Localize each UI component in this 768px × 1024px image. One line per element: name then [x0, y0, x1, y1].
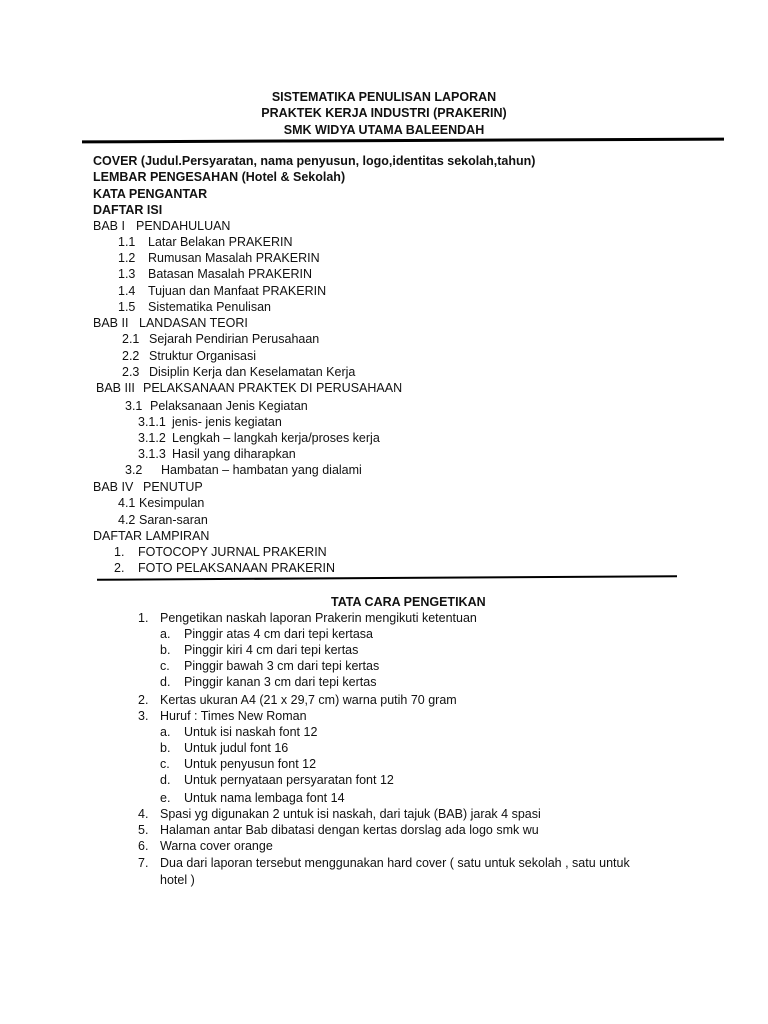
rules-title: TATA CARA PENGETIKAN: [331, 595, 486, 609]
outline-daftar-isi: DAFTAR ISI: [93, 203, 163, 217]
outline-cover: COVER (Judul.Persyaratan, nama penyusun, logo,identitas sekolah,tahun): [93, 154, 536, 168]
outline-item-4-1: 4.1 Kesimpulan: [118, 496, 205, 510]
rule-item-1c: c. Pinggir bawah 3 cm dari tepi kertas: [160, 659, 380, 673]
doc-title-line-3: SMK WIDYA UTAMA BALEENDAH: [283, 123, 485, 137]
rule-item-5: 5. Halaman antar Bab dibatasi dengan kertas dorslag ada logo smk wu: [138, 823, 539, 837]
outline-item-1-2: 1.2 Rumusan Masalah PRAKERIN: [118, 251, 320, 265]
outline-item-1-5: 1.5 Sistematika Penulisan: [118, 300, 271, 314]
rule-item-6: 6. Warna cover orange: [138, 839, 273, 853]
header-divider: [82, 138, 724, 144]
outline-item-3-1-1: 3.1.1 jenis- jenis kegiatan: [138, 415, 282, 429]
outline-daftar-lampiran: DAFTAR LAMPIRAN: [93, 529, 210, 543]
outline-lampiran-2: 2. FOTO PELAKSANAAN PRAKERIN: [114, 561, 336, 575]
rule-item-1: 1. Pengetikan naskah laporan Prakerin mengikuti ketentuan: [138, 611, 477, 625]
outline-item-1-1: 1.1 Latar Belakan PRAKERIN: [118, 235, 293, 249]
doc-title-line-2: PRAKTEK KERJA INDUSTRI (PRAKERIN): [261, 106, 507, 120]
outline-item-3-2: 3.2 Hambatan – hambatan yang dialami: [125, 463, 362, 477]
rule-item-3c: c. Untuk penyusun font 12: [160, 757, 317, 771]
outline-item-3-1-3: 3.1.3 Hasil yang diharapkan: [138, 447, 296, 461]
outline-bab-2: BAB II LANDASAN TEORI: [93, 316, 248, 330]
rule-item-7-cont: hotel ): [160, 873, 195, 887]
outline-bab-1: BAB I PENDAHULUAN: [93, 219, 231, 233]
rule-item-1d: d. Pinggir kanan 3 cm dari tepi kertas: [160, 675, 377, 689]
outline-item-3-1: 3.1 Pelaksanaan Jenis Kegiatan: [125, 399, 308, 413]
rule-item-4: 4. Spasi yg digunakan 2 untuk isi naskah, dari tajuk (BAB) jarak 4 spasi: [138, 807, 541, 821]
outline-lampiran-1: 1. FOTOCOPY JURNAL PRAKERIN: [114, 545, 327, 559]
outline-item-2-2: 2.2 Struktur Organisasi: [122, 349, 256, 363]
rule-item-3d: d. Untuk pernyataan persyaratan font 12: [160, 773, 394, 787]
rule-item-1b: b. Pinggir kiri 4 cm dari tepi kertas: [160, 643, 359, 657]
outline-item-3-1-2: 3.1.2 Lengkah – langkah kerja/proses kerja: [138, 431, 380, 445]
section-divider: [97, 575, 677, 581]
rule-item-3a: a. Untuk isi naskah font 12: [160, 725, 318, 739]
outline-item-2-3: 2.3 Disiplin Kerja dan Keselamatan Kerja: [122, 365, 356, 379]
outline-bab-3: BAB III PELAKSANAAN PRAKTEK DI PERUSAHAAN: [96, 381, 403, 395]
outline-kata-pengantar: KATA PENGANTAR: [93, 187, 208, 201]
rule-item-3e: e. Untuk nama lembaga font 14: [160, 791, 345, 805]
outline-item-1-4: 1.4 Tujuan dan Manfaat PRAKERIN: [118, 284, 327, 298]
rule-item-3: 3. Huruf : Times New Roman: [138, 709, 307, 723]
rule-item-7: 7. Dua dari laporan tersebut menggunakan hard cover ( satu untuk sekolah , satu untuk: [138, 856, 630, 870]
outline-item-1-3: 1.3 Batasan Masalah PRAKERIN: [118, 267, 312, 281]
outline-lembar-pengesahan: LEMBAR PENGESAHAN (Hotel & Sekolah): [93, 170, 346, 184]
rule-item-2: 2. Kertas ukuran A4 (21 x 29,7 cm) warna putih 70 gram: [138, 693, 457, 707]
outline-item-4-2: 4.2 Saran-saran: [118, 513, 208, 527]
rule-item-3b: b. Untuk judul font 16: [160, 741, 289, 755]
doc-title-line-1: SISTEMATIKA PENULISAN LAPORAN: [271, 90, 497, 104]
outline-bab-4: BAB IV PENUTUP: [93, 480, 203, 494]
rule-item-1a: a. Pinggir atas 4 cm dari tepi kertasa: [160, 627, 373, 641]
outline-item-2-1: 2.1 Sejarah Pendirian Perusahaan: [122, 332, 320, 346]
